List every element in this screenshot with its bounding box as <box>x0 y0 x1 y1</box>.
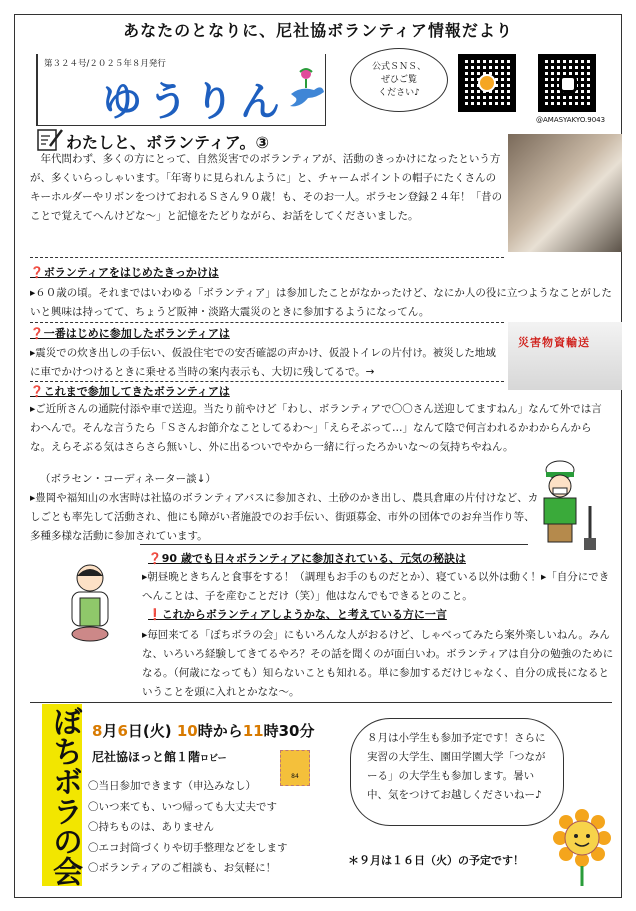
answer-3: ▸ご近所さんの通院付添や車で送迎。当たり前やけど「わし、ボランティアで〇〇さん送迎してますねん」なんて外では言わへんで。そんな言うたら「Ｓさんお節介なことしてるわ～」「えらそぶって…」なんて陰で何言われるかわからんからな。えらそぶる気はさらさら無いし、外に出るついでやから一緒に行ったろかいな～の気持ちやねん。 <box>30 403 602 453</box>
list-item: 〇エコ封筒づくりや切手整理などをします <box>88 841 288 854</box>
event-banner: ぼちボラの会 <box>42 704 82 886</box>
time-from: 10 <box>176 722 198 740</box>
tagline: あなたのとなりに、尼社協ボランティア情報だより <box>123 21 513 40</box>
answer-3b: ▸豊岡や福知山の水害時は社協のボランティアバスに参加され、土砂のかき出し、農具倉庫の片付けなど、カしごとも率先して活動され、他にも障がい者施設でのお手伝い、街頭募金、市外の団体でのお弁当作り等、多種多様な活動に参加されています。 <box>30 492 539 542</box>
announcement-bubble: ８月は小学生も参加予定です！さらに実習の大学生、園田学園大学「つながーる」の大学生も参加します。暑い中、気をつけてお越しくださいねー♪ <box>350 718 564 826</box>
place-name: 尼社協ほっと館１階 <box>92 750 201 764</box>
sns-line-2: ぜひご覧 <box>380 75 417 85</box>
divider <box>30 381 504 382</box>
question-4: ❓90 歳でも日々ボランティアに参加されている、元気の秘訣は <box>148 552 466 565</box>
article-title: わたしと、ボランティア。③ <box>66 133 269 152</box>
event-date <box>92 720 315 741</box>
cooking-person-illustration <box>56 562 126 648</box>
memo-pen-icon <box>36 126 64 152</box>
question-2: ❓一番はじめに参加したボランティアは <box>30 327 230 340</box>
divider <box>30 257 504 258</box>
date-day: 6 <box>117 722 128 740</box>
place-sub: ロビー <box>200 754 227 764</box>
answer-2: ▸震災での炊き出しの手伝い、仮設住宅での安否確認の声かけ、仮設トイレの片付け。被災した地域に車でかけつけるときに乗せる当時の案内表示も、大切に残してるで。→ <box>30 347 496 378</box>
masthead <box>36 54 326 126</box>
issue-number: 第３２４号/２０２５年８月発行 <box>44 59 166 69</box>
date-weekday: (火) <box>142 722 172 740</box>
time-to: 11 <box>242 722 264 740</box>
next-schedule: ＊９月は１６日（火）の予定です！ <box>348 854 524 867</box>
list-item: 〇いつ来ても、いつ帰っても大丈夫です <box>88 800 277 813</box>
list-item: 〇ボランティアのご相談も、お気軽に！ <box>88 862 277 874</box>
coordinator-note: （ボラセン・コーディネーター談↓） <box>40 473 216 485</box>
sunflower-mascot-icon <box>552 808 612 888</box>
time-from-suffix: 時から <box>197 722 243 740</box>
question-1: ❓ボランティアをはじめたきっかけは <box>30 266 219 279</box>
list-item: 〇当日参加できます（申込みなし） <box>88 780 256 792</box>
answer-1: ▸６０歳の頃。それまではいわゆる「ボランティア」は参加したことがなかったけど、なにか人の役に立つようなことがしたいと興味は持ってて、ちょうど阪神・淡路大震災のときに参加するようになってん。 <box>30 287 612 318</box>
list-item: 〇持ちものは、ありません <box>88 821 214 833</box>
sns-line-1: 公式ＳＮＳ、 <box>371 62 426 72</box>
sns-speech-bubble <box>350 48 448 112</box>
date-month: 8 <box>92 722 103 740</box>
sns-line-3: ください♪ <box>378 88 420 98</box>
line-qr-code[interactable] <box>458 54 516 112</box>
instagram-icon <box>559 75 577 93</box>
date-day-suffix: 日 <box>127 722 143 740</box>
question-5: ❗これからボランティアしようかな、と考えている方に一言 <box>148 608 447 621</box>
event-place <box>92 748 227 765</box>
time-to-suffix: 時30分 <box>263 722 315 740</box>
bluebird-logo-icon <box>286 64 326 114</box>
event-details-list <box>88 776 288 879</box>
divider <box>30 702 612 703</box>
newsletter-name: ゆうりん <box>102 78 286 125</box>
photo-label: 災害物資輸送 <box>518 336 590 349</box>
answer-5: ▸毎回来てる「ぼちボラの会」にもいろんな人がおるけど、しゃべってみたら案外楽しいねん。みんな、いろいろ経験してきてるやろ？その話を聞くのが面白いわ。ボランティアは自分の勉強のためになる。（何歳になっても）知らないことも知れる。単に参加するだけじゃなく、自分の成長になるということを頭に入れとかなな～。 <box>142 629 614 698</box>
instagram-handle: @AMASYAKYO.9043 <box>536 116 606 124</box>
divider <box>30 322 504 323</box>
disaster-sign-photo <box>508 322 622 390</box>
divider <box>140 544 528 545</box>
stamp-illustration: 84 <box>280 750 310 786</box>
smiley-icon <box>478 74 496 92</box>
answer-4: ▸朝昼晩ときちんと食事をする！（調理もお手のものだとか）、寝ている以外は動く！▸「自分にできへんことは、子を産むことだけ（笑）」他はなんでもできるとのこと。 <box>142 571 610 602</box>
question-3: ❓これまで参加してきたボランティアは <box>30 385 230 398</box>
article-intro: 年代問わず、多くの方にとって、自然災害でのボランティアが、活動のきっかけになったという方が、多くいらっしゃいます。「年寄りに見られんように」と、チャームポイントの帽子にたくさんのキーホルダーやリボンをつけておれるＳさん９０歳！も、そのお一人。ボラセン登録２４年！「昔のことで覚えてへんけどな～」と記憶をたどりながら、お話をしてくださいました。 <box>30 153 503 222</box>
volunteer-worker-illustration <box>534 456 606 552</box>
volunteer-photo <box>508 134 622 252</box>
date-month-suffix: 月 <box>102 722 118 740</box>
instagram-qr-code[interactable] <box>538 54 596 112</box>
